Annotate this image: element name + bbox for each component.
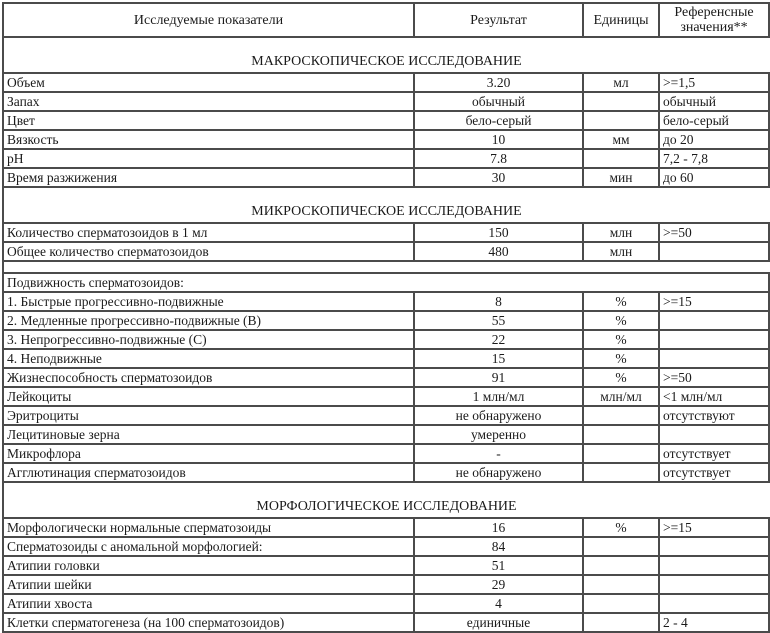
reference-value-cell: обычный — [659, 92, 769, 111]
units-cell: % — [583, 368, 659, 387]
table-row — [3, 242, 769, 261]
parameter-name-cell: Микрофлора — [3, 444, 414, 463]
units-cell: мл — [583, 73, 659, 92]
result-cell: умеренно — [414, 425, 583, 444]
section-row — [3, 37, 769, 73]
reference-value-cell: <1 млн/мл — [659, 387, 769, 406]
section-row — [3, 187, 769, 223]
units-cell: % — [583, 349, 659, 368]
reference-value-cell: >=15 — [659, 292, 769, 311]
units-cell: % — [583, 330, 659, 349]
table-row — [3, 575, 769, 594]
reference-value-cell: >=50 — [659, 368, 769, 387]
result-cell: 91 — [414, 368, 583, 387]
parameter-name-cell: Сперматозоиды с аномальной морфологией: — [3, 537, 414, 556]
parameter-name-cell: Эритроциты — [3, 406, 414, 425]
reference-value-cell: 7,2 - 7,8 — [659, 149, 769, 168]
table-row — [3, 149, 769, 168]
table-row — [3, 92, 769, 111]
parameter-name-cell: Лецитиновые зерна — [3, 425, 414, 444]
parameter-name-cell: pH — [3, 149, 414, 168]
units-cell: мм — [583, 130, 659, 149]
result-cell: не обнаружено — [414, 406, 583, 425]
section-title: МАКРОСКОПИЧЕСКОЕ ИССЛЕДОВАНИЕ — [3, 37, 769, 73]
result-cell: 51 — [414, 556, 583, 575]
parameter-name-cell: Цвет — [3, 111, 414, 130]
table-row — [3, 518, 769, 537]
units-cell: млн/мл — [583, 387, 659, 406]
result-cell: не обнаружено — [414, 463, 583, 482]
reference-value-cell — [659, 311, 769, 330]
units-cell: % — [583, 292, 659, 311]
result-cell: 480 — [414, 242, 583, 261]
table-row — [3, 463, 769, 482]
table-row — [3, 368, 769, 387]
table-row — [3, 594, 769, 613]
units-cell: млн — [583, 223, 659, 242]
parameter-name-cell: Лейкоциты — [3, 387, 414, 406]
parameter-name-cell: Жизнеспособность сперматозоидов — [3, 368, 414, 387]
section-row — [3, 482, 769, 518]
parameter-name-cell: Атипии головки — [3, 556, 414, 575]
units-cell — [583, 463, 659, 482]
table-row — [3, 73, 769, 92]
section-title: МОРФОЛОГИЧЕСКОЕ ИССЛЕДОВАНИЕ — [3, 482, 769, 518]
reference-value-cell: 2 - 4 — [659, 613, 769, 632]
result-cell: 3.20 — [414, 73, 583, 92]
parameter-name-cell: Клетки сперматогенеза (на 100 сперматозоидов) — [3, 613, 414, 632]
result-cell: 4 — [414, 594, 583, 613]
units-cell — [583, 444, 659, 463]
reference-value-cell: отсутствует — [659, 463, 769, 482]
parameter-name-cell: Время разжижения — [3, 168, 414, 187]
parameter-name-cell: Объем — [3, 73, 414, 92]
reference-value-cell: отсутствует — [659, 444, 769, 463]
parameter-name-cell: Атипии хвоста — [3, 594, 414, 613]
result-cell: 10 — [414, 130, 583, 149]
lab-results-table — [2, 2, 770, 633]
reference-value-cell — [659, 594, 769, 613]
units-cell — [583, 575, 659, 594]
units-cell — [583, 537, 659, 556]
parameter-name-cell: Морфологически нормальные сперматозоиды — [3, 518, 414, 537]
parameter-name-cell: 2. Медленные прогрессивно-подвижные (В) — [3, 311, 414, 330]
column-header-result: Результат — [414, 3, 583, 37]
result-cell: 7.8 — [414, 149, 583, 168]
parameter-name-cell: 4. Неподвижные — [3, 349, 414, 368]
header-row — [3, 3, 769, 37]
units-cell — [583, 425, 659, 444]
parameter-name-cell: Вязкость — [3, 130, 414, 149]
group-label-cell: Подвижность сперматозоидов: — [3, 273, 769, 292]
table-row — [3, 223, 769, 242]
table-row — [3, 406, 769, 425]
column-header-reference-values: Референсные значения** — [659, 3, 769, 37]
reference-value-cell — [659, 242, 769, 261]
table-row — [3, 387, 769, 406]
reference-value-cell — [659, 330, 769, 349]
table-row — [3, 537, 769, 556]
section-title: МИКРОСКОПИЧЕСКОЕ ИССЛЕДОВАНИЕ — [3, 187, 769, 223]
reference-value-cell — [659, 425, 769, 444]
reference-value-cell: >=15 — [659, 518, 769, 537]
units-cell — [583, 111, 659, 130]
reference-value-cell: >=50 — [659, 223, 769, 242]
results-table-body — [3, 37, 769, 632]
column-header-units: Единицы — [583, 3, 659, 37]
table-row — [3, 349, 769, 368]
parameter-name-cell: 1. Быстрые прогрессивно-подвижные — [3, 292, 414, 311]
spacer-cell — [3, 261, 769, 273]
reference-value-cell: до 20 — [659, 130, 769, 149]
units-cell — [583, 149, 659, 168]
parameter-name-cell: Общее количество сперматозоидов — [3, 242, 414, 261]
units-cell — [583, 92, 659, 111]
units-cell: млн — [583, 242, 659, 261]
reference-value-cell: отсутствуют — [659, 406, 769, 425]
parameter-name-cell: 3. Непрогрессивно-подвижные (С) — [3, 330, 414, 349]
table-row — [3, 556, 769, 575]
parameter-name-cell: Агглютинация сперматозоидов — [3, 463, 414, 482]
units-cell — [583, 613, 659, 632]
result-cell: 84 — [414, 537, 583, 556]
reference-value-cell: бело-серый — [659, 111, 769, 130]
table-row — [3, 292, 769, 311]
result-cell: 22 — [414, 330, 583, 349]
result-cell: 15 — [414, 349, 583, 368]
units-cell: мин — [583, 168, 659, 187]
parameter-name-cell: Запах — [3, 92, 414, 111]
table-row — [3, 311, 769, 330]
units-cell: % — [583, 311, 659, 330]
reference-value-cell: >=1,5 — [659, 73, 769, 92]
result-cell: бело-серый — [414, 111, 583, 130]
group-label-row — [3, 273, 769, 292]
result-cell: обычный — [414, 92, 583, 111]
reference-value-cell — [659, 556, 769, 575]
table-row — [3, 425, 769, 444]
column-header-parameters: Исследуемые показатели — [3, 3, 414, 37]
units-cell: % — [583, 518, 659, 537]
spacer-row — [3, 261, 769, 273]
parameter-name-cell: Количество сперматозоидов в 1 мл — [3, 223, 414, 242]
result-cell: 55 — [414, 311, 583, 330]
table-row — [3, 613, 769, 632]
result-cell: 8 — [414, 292, 583, 311]
result-cell: - — [414, 444, 583, 463]
table-row — [3, 130, 769, 149]
table-header — [3, 3, 769, 37]
table-row — [3, 444, 769, 463]
reference-value-cell — [659, 349, 769, 368]
reference-value-cell — [659, 575, 769, 594]
result-cell: 1 млн/мл — [414, 387, 583, 406]
result-cell: 29 — [414, 575, 583, 594]
units-cell — [583, 556, 659, 575]
table-row — [3, 330, 769, 349]
result-cell: 150 — [414, 223, 583, 242]
units-cell — [583, 406, 659, 425]
units-cell — [583, 594, 659, 613]
reference-value-cell: до 60 — [659, 168, 769, 187]
result-cell: 16 — [414, 518, 583, 537]
result-cell: единичные — [414, 613, 583, 632]
table-row — [3, 168, 769, 187]
reference-value-cell — [659, 537, 769, 556]
parameter-name-cell: Атипии шейки — [3, 575, 414, 594]
result-cell: 30 — [414, 168, 583, 187]
table-row — [3, 111, 769, 130]
